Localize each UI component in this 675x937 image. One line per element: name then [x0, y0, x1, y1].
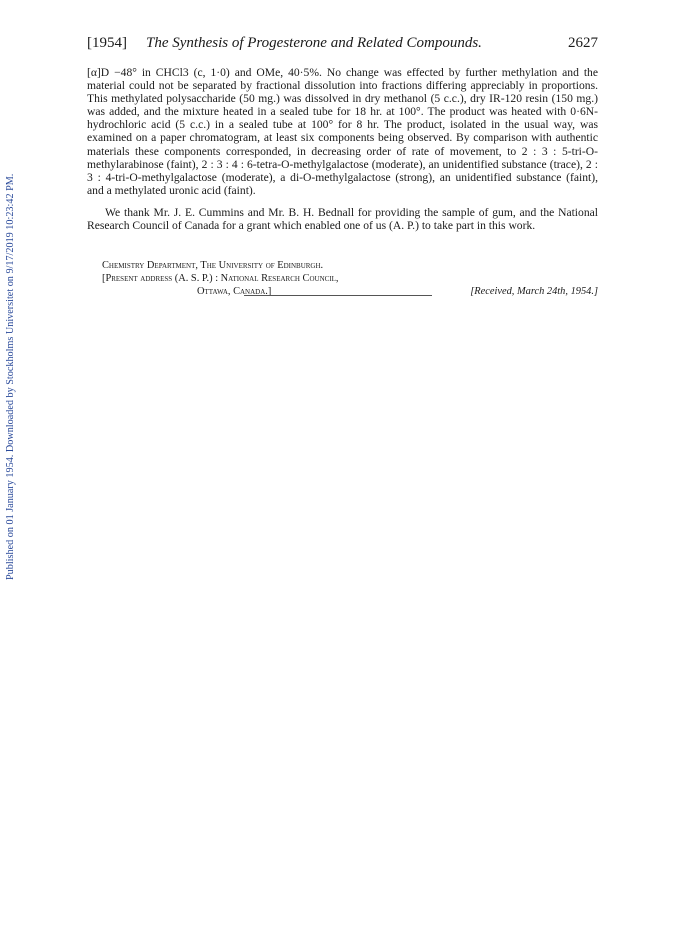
header-title: The Synthesis of Progesterone and Related Compounds. — [146, 35, 482, 51]
affiliation-present-address: [Present address (A. S. P.) : National Research Council, — [102, 273, 339, 284]
affiliation-city: Ottawa, Canada.] — [197, 286, 272, 297]
affiliation-line-three — [102, 285, 598, 298]
header-year: [1954] — [87, 35, 127, 51]
page-number: 2627 — [568, 35, 598, 51]
download-watermark: Published on 01 January 1954. Downloaded by Stockholms Universitet on 9/17/2019 10:23:42 PM. — [5, 173, 16, 580]
paragraph-methylation: [α]D −48° in CHCl3 (c, 1·0) and OMe, 40·5%. No change was effected by further methylation and the material could not be separated by fractional dissolution into fractions differing appreciably in proportions. This methylated polysaccharide (50 mg.) was dissolved in dry methanol (5 c.c.), dry IR-120 resin (150 mg.) was added, and the mixture heated in a sealed tube for 18 hr. at 100°. The product was heated with 0·6N-hydrochloric acid (5 c.c.) in a sealed tube at 100° for 8 hr. The product, isolated in the usual way, was examined on a paper chromatogram, at least six components being observed. By comparison with authentic materials these components corresponded, in decreasing order of rate of movement, to 2 : 3 : 5-tri-O-methylarabinose (faint), 2 : 3 : 4 : 6-tetra-O-methylgalactose (moderate), an unidentified substance (trace), 2 : 3 : 4-tri-O-methylgalactose (moderate), a di-O-methylgalactose (strong), an unidentified substance (faint), and a methylated uronic acid (faint). — [87, 66, 598, 197]
affiliation-department: Chemistry Department, The University of Edinburgh. — [102, 260, 324, 271]
section-divider — [244, 295, 432, 296]
affiliation-block — [102, 259, 598, 298]
paragraph-acknowledgement: We thank Mr. J. E. Cummins and Mr. B. H. Bednall for providing the sample of gum, and the National Research Council of Canada for a grant which enabled one of us (A. P.) to take part in this work. — [87, 205, 598, 233]
running-header — [87, 35, 598, 55]
article-body — [87, 66, 598, 232]
received-date: [Received, March 24th, 1954.] — [470, 286, 598, 297]
